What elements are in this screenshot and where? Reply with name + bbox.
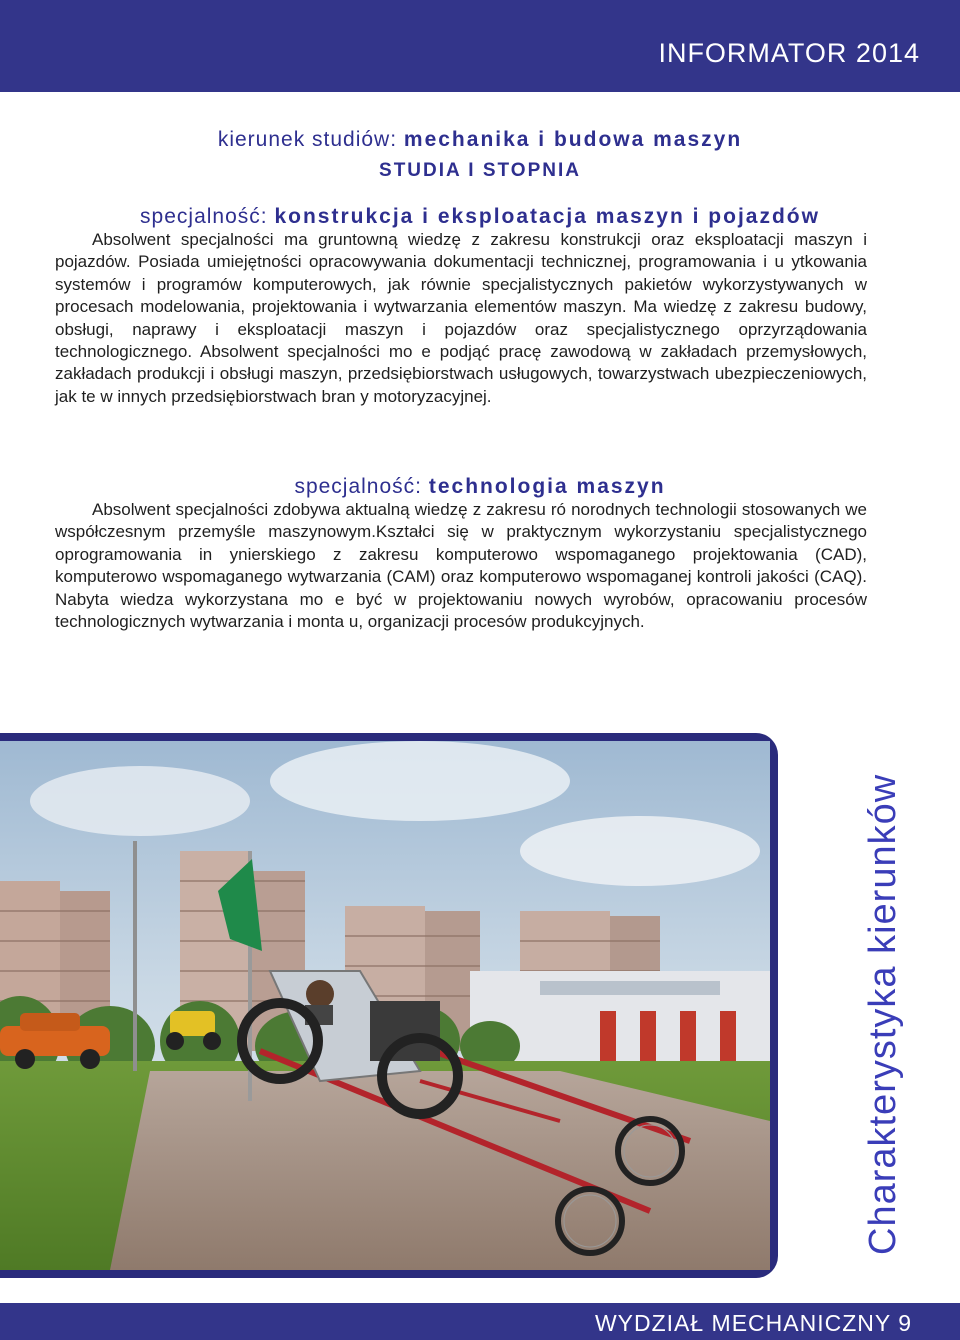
publication-title: INFORMATOR 2014	[658, 38, 920, 68]
cloud	[30, 766, 250, 836]
program-level: STUDIA I STOPNIA	[379, 160, 581, 181]
specialty-1-description	[55, 229, 867, 408]
program-heading	[0, 128, 960, 152]
specialty-1-name: konstrukcja i eksploatacja maszyn i pojazdów	[274, 205, 820, 228]
specialty-1-paragraph: Absolwent specjalności ma gruntowną wiedzę z zakresu konstrukcji oraz eksploatacji maszyn i pojazdów. Posiada umiejętności opracowywania dokumentacji technicznej, programowania i u ytkowania systemów i programów komputerowych, jak równie specjalistycznych pakietów wykorzystywanych w procesach modelowania, projektowania i wytwarzania elementów maszyn. Ma wiedzę z zakresu budowy, obsługi, naprawy i eksploatacji maszyn i pojazdów oraz specjalistycznego oprzyrządowania technologicznego. Absolwent specjalności mo e podjąć pracę zawodową w zakładach przemysłowych, zakładach produkcji i obsługi maszyn, przedsiębiorstwach usługowych, towarzystwach ubezpieczeniowych, jak te w innych przedsiębiorstwach bran y motoryzacyjnej.	[55, 230, 867, 406]
footer-bar	[0, 1303, 960, 1340]
street-light	[133, 841, 137, 1071]
dragster-photo	[0, 741, 770, 1270]
specialty-1-heading	[0, 205, 960, 229]
hall-door	[680, 1011, 696, 1061]
brick-road	[110, 1071, 770, 1270]
hall-windows	[540, 981, 720, 995]
program-prefix: kierunek studiów:	[217, 128, 404, 151]
hall-door	[720, 1011, 736, 1061]
program-name: mechanika i budowa maszyn	[403, 128, 743, 151]
specialty-2-paragraph: Absolwent specjalności zdobywa aktualną wiedzę z zakresu ró norodnych technologii stosowanych we współczesnym przemyśle maszynowym.Kształci się w praktycznym wykorzystaniu specjalistycznego oprogramowania in ynierskiego z zakresu komputerowo wspomaganego projektowania (CAD), komputerowo wspomaganego wytwarzania (CAM) oraz komputerowo wspomaganej kontroli jakości (CAQ). Nabyta wiedza wykorzystana mo e być w projektowaniu nowych wyrobów, opracowaniu procesów technologicznych wytwarzania i monta u, organizacji procesów produkcyjnych.	[55, 500, 867, 632]
specialty-2-description	[55, 499, 867, 633]
header-bar	[0, 0, 960, 92]
specialty-2-name: technologia maszyn	[428, 475, 666, 498]
cloud	[270, 741, 570, 821]
section-side-label: Charakterystyka kierunków	[862, 773, 904, 1255]
specialty-1-prefix: specjalność:	[140, 205, 275, 228]
photo-frame	[0, 733, 778, 1278]
cloud	[520, 816, 760, 886]
hall-door	[600, 1011, 616, 1061]
footer-text: WYDZIAŁ MECHANICZNY 9	[594, 1310, 912, 1336]
hall-door	[640, 1011, 656, 1061]
specialty-2-prefix: specjalność:	[294, 475, 429, 498]
specialty-2-heading	[0, 475, 960, 499]
